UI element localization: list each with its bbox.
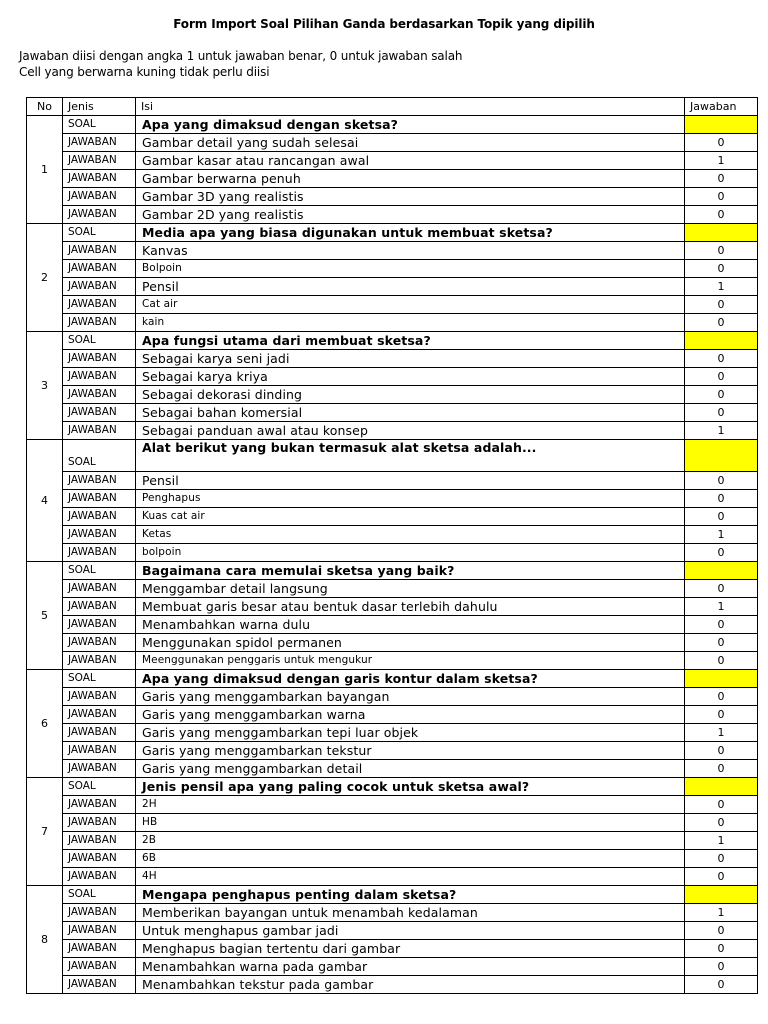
- answer-cell-disabled: [685, 562, 758, 580]
- answer-text: Memberikan bayangan untuk menambah kedalaman: [136, 904, 685, 922]
- jenis-cell: SOAL: [63, 670, 136, 688]
- answer-cell-disabled: [685, 440, 758, 472]
- answer-value-cell[interactable]: 1: [685, 598, 758, 616]
- answer-row: [27, 544, 758, 562]
- question-row: [27, 224, 758, 242]
- jenis-cell: JAWABAN: [63, 940, 136, 958]
- answer-value-cell[interactable]: 0: [685, 490, 758, 508]
- answer-text: Menambahkan tekstur pada gambar: [136, 976, 685, 994]
- answer-value-cell[interactable]: 0: [685, 922, 758, 940]
- answer-row: [27, 368, 758, 386]
- answer-value-cell[interactable]: 0: [685, 350, 758, 368]
- header-isi: Isi: [136, 98, 685, 116]
- answer-text: Menggambar detail langsung: [136, 580, 685, 598]
- answer-row: [27, 278, 758, 296]
- answer-row: [27, 796, 758, 814]
- answer-row: [27, 260, 758, 278]
- answer-value-cell[interactable]: 1: [685, 724, 758, 742]
- question-text: Apa yang dimaksud dengan sketsa?: [136, 116, 685, 134]
- question-row: [27, 440, 758, 472]
- answer-value-cell[interactable]: 0: [685, 796, 758, 814]
- answer-row: [27, 598, 758, 616]
- answer-row: [27, 490, 758, 508]
- jenis-cell: SOAL: [63, 778, 136, 796]
- answer-value-cell[interactable]: 1: [685, 904, 758, 922]
- header-no: No: [27, 98, 63, 116]
- answer-text: 4H: [136, 868, 685, 886]
- answer-row: [27, 976, 758, 994]
- answer-value-cell[interactable]: 0: [685, 206, 758, 224]
- jenis-cell: JAWABAN: [63, 832, 136, 850]
- jenis-cell: JAWABAN: [63, 742, 136, 760]
- jenis-cell: JAWABAN: [63, 688, 136, 706]
- jenis-cell: SOAL: [63, 562, 136, 580]
- jenis-cell: JAWABAN: [63, 296, 136, 314]
- jenis-cell: JAWABAN: [63, 472, 136, 490]
- jenis-cell: JAWABAN: [63, 652, 136, 670]
- answer-text: Garis yang menggambarkan detail: [136, 760, 685, 778]
- question-number: 3: [27, 332, 63, 440]
- answer-text: Gambar 2D yang realistis: [136, 206, 685, 224]
- jenis-cell: JAWABAN: [63, 422, 136, 440]
- jenis-cell: SOAL: [63, 440, 136, 472]
- answer-text: Kuas cat air: [136, 508, 685, 526]
- jenis-cell: JAWABAN: [63, 544, 136, 562]
- answer-text: bolpoin: [136, 544, 685, 562]
- answer-row: [27, 832, 758, 850]
- jenis-cell: JAWABAN: [63, 490, 136, 508]
- answer-row: [27, 134, 758, 152]
- answer-text: Garis yang menggambarkan bayangan: [136, 688, 685, 706]
- yellow-cell-note: Cell yang berwarna kuning tidak perlu diisi: [19, 65, 270, 79]
- answer-value-cell[interactable]: 0: [685, 958, 758, 976]
- answer-text: Kanvas: [136, 242, 685, 260]
- jenis-cell: JAWABAN: [63, 170, 136, 188]
- answer-value-cell[interactable]: 1: [685, 832, 758, 850]
- question-text: Media apa yang biasa digunakan untuk membuat sketsa?: [136, 224, 685, 242]
- jenis-cell: SOAL: [63, 224, 136, 242]
- header-jawaban: Jawaban: [685, 98, 758, 116]
- answer-value-cell[interactable]: 0: [685, 508, 758, 526]
- answer-text: Sebagai panduan awal atau konsep: [136, 422, 685, 440]
- answer-text: Menggunakan spidol permanen: [136, 634, 685, 652]
- answer-value-cell[interactable]: 0: [685, 260, 758, 278]
- answer-row: [27, 904, 758, 922]
- answer-row: [27, 386, 758, 404]
- answer-value-cell[interactable]: 0: [685, 134, 758, 152]
- answer-row: [27, 634, 758, 652]
- answer-value-cell[interactable]: 0: [685, 242, 758, 260]
- answer-row: [27, 814, 758, 832]
- answer-value-cell[interactable]: 0: [685, 386, 758, 404]
- answer-value-cell[interactable]: 0: [685, 868, 758, 886]
- question-text: Jenis pensil apa yang paling cocok untuk sketsa awal?: [136, 778, 685, 796]
- answer-row: [27, 170, 758, 188]
- question-number: 2: [27, 224, 63, 332]
- answer-row: [27, 508, 758, 526]
- jenis-cell: JAWABAN: [63, 616, 136, 634]
- jenis-cell: JAWABAN: [63, 404, 136, 422]
- answer-value-cell[interactable]: 0: [685, 742, 758, 760]
- answer-text: Pensil: [136, 472, 685, 490]
- answer-row: [27, 296, 758, 314]
- answer-row: [27, 760, 758, 778]
- jenis-cell: JAWABAN: [63, 598, 136, 616]
- answer-value-cell[interactable]: 0: [685, 472, 758, 490]
- answer-value-cell[interactable]: 0: [685, 404, 758, 422]
- answer-row: [27, 242, 758, 260]
- jenis-cell: JAWABAN: [63, 958, 136, 976]
- answer-value-cell[interactable]: 1: [685, 422, 758, 440]
- answer-cell-disabled: [685, 116, 758, 134]
- jenis-cell: JAWABAN: [63, 508, 136, 526]
- answer-row: [27, 422, 758, 440]
- answer-text: Garis yang menggambarkan tepi luar objek: [136, 724, 685, 742]
- answer-row: [27, 688, 758, 706]
- question-number: 8: [27, 886, 63, 994]
- answer-text: 2H: [136, 796, 685, 814]
- answer-value-cell[interactable]: 0: [685, 634, 758, 652]
- answer-text: Sebagai karya seni jadi: [136, 350, 685, 368]
- question-row: [27, 886, 758, 904]
- answer-text: Gambar berwarna penuh: [136, 170, 685, 188]
- jenis-cell: JAWABAN: [63, 206, 136, 224]
- answer-row: [27, 206, 758, 224]
- answer-value-cell[interactable]: 0: [685, 544, 758, 562]
- answer-text: Sebagai bahan komersial: [136, 404, 685, 422]
- page-title: Form Import Soal Pilihan Ganda berdasarkan Topik yang dipilih: [173, 17, 595, 31]
- answer-value-cell[interactable]: 0: [685, 814, 758, 832]
- jenis-cell: JAWABAN: [63, 350, 136, 368]
- question-number: 1: [27, 116, 63, 224]
- answer-text: Sebagai dekorasi dinding: [136, 386, 685, 404]
- answer-text: HB: [136, 814, 685, 832]
- answer-text: Gambar detail yang sudah selesai: [136, 134, 685, 152]
- answer-value-cell[interactable]: 0: [685, 976, 758, 994]
- answer-text: Menambahkan warna dulu: [136, 616, 685, 634]
- answer-row: [27, 152, 758, 170]
- jenis-cell: JAWABAN: [63, 526, 136, 544]
- answer-row: [27, 958, 758, 976]
- question-text: Bagaimana cara memulai sketsa yang baik?: [136, 562, 685, 580]
- question-text: Alat berikut yang bukan termasuk alat sketsa adalah...: [136, 440, 685, 472]
- answer-row: [27, 652, 758, 670]
- answer-cell-disabled: [685, 670, 758, 688]
- answer-cell-disabled: [685, 886, 758, 904]
- answer-text: Bolpoin: [136, 260, 685, 278]
- answer-text: Gambar 3D yang realistis: [136, 188, 685, 206]
- jenis-cell: SOAL: [63, 116, 136, 134]
- question-number: 7: [27, 778, 63, 886]
- jenis-cell: JAWABAN: [63, 814, 136, 832]
- answer-text: Cat air: [136, 296, 685, 314]
- answer-row: [27, 404, 758, 422]
- question-number: 5: [27, 562, 63, 670]
- answer-row: [27, 850, 758, 868]
- answer-row: [27, 350, 758, 368]
- answer-text: Gambar kasar atau rancangan awal: [136, 152, 685, 170]
- question-table: [26, 97, 758, 994]
- jenis-cell: JAWABAN: [63, 796, 136, 814]
- answer-row: [27, 922, 758, 940]
- jenis-cell: JAWABAN: [63, 260, 136, 278]
- question-text: Apa fungsi utama dari membuat sketsa?: [136, 332, 685, 350]
- jenis-cell: JAWABAN: [63, 904, 136, 922]
- answer-row: [27, 580, 758, 598]
- answer-row: [27, 314, 758, 332]
- answer-value-cell[interactable]: 1: [685, 152, 758, 170]
- answer-text: Pensil: [136, 278, 685, 296]
- question-row: [27, 116, 758, 134]
- answer-row: [27, 526, 758, 544]
- table-header-row: [27, 98, 758, 116]
- answer-value-cell[interactable]: 0: [685, 706, 758, 724]
- answer-value-cell[interactable]: 0: [685, 188, 758, 206]
- jenis-cell: JAWABAN: [63, 724, 136, 742]
- answer-value-cell[interactable]: 1: [685, 278, 758, 296]
- answer-value-cell[interactable]: 0: [685, 616, 758, 634]
- jenis-cell: JAWABAN: [63, 188, 136, 206]
- answer-value-cell[interactable]: 0: [685, 652, 758, 670]
- answer-text: Untuk menghapus gambar jadi: [136, 922, 685, 940]
- answer-value-cell[interactable]: 1: [685, 526, 758, 544]
- jenis-cell: JAWABAN: [63, 760, 136, 778]
- question-row: [27, 562, 758, 580]
- jenis-cell: JAWABAN: [63, 314, 136, 332]
- answer-row: [27, 472, 758, 490]
- jenis-cell: JAWABAN: [63, 634, 136, 652]
- answer-value-cell[interactable]: 0: [685, 760, 758, 778]
- answer-value-cell[interactable]: 0: [685, 296, 758, 314]
- answer-row: [27, 724, 758, 742]
- jenis-cell: JAWABAN: [63, 922, 136, 940]
- jenis-cell: JAWABAN: [63, 706, 136, 724]
- jenis-cell: JAWABAN: [63, 868, 136, 886]
- question-text: Apa yang dimaksud dengan garis kontur dalam sketsa?: [136, 670, 685, 688]
- answer-value-cell[interactable]: 0: [685, 940, 758, 958]
- answer-text: kain: [136, 314, 685, 332]
- answer-row: [27, 742, 758, 760]
- header-jenis: Jenis: [63, 98, 136, 116]
- answer-text: Ketas: [136, 526, 685, 544]
- answer-value-cell[interactable]: 0: [685, 580, 758, 598]
- answer-value-cell[interactable]: 0: [685, 314, 758, 332]
- answer-text: Membuat garis besar atau bentuk dasar terlebih dahulu: [136, 598, 685, 616]
- answer-cell-disabled: [685, 224, 758, 242]
- question-row: [27, 332, 758, 350]
- answer-text: Meenggunakan penggaris untuk mengukur: [136, 652, 685, 670]
- jenis-cell: JAWABAN: [63, 134, 136, 152]
- answer-text: Sebagai karya kriya: [136, 368, 685, 386]
- answer-row: [27, 940, 758, 958]
- answer-value-cell[interactable]: 0: [685, 688, 758, 706]
- jenis-cell: JAWABAN: [63, 580, 136, 598]
- answer-row: [27, 868, 758, 886]
- question-number: 6: [27, 670, 63, 778]
- jenis-cell: SOAL: [63, 886, 136, 904]
- jenis-cell: JAWABAN: [63, 850, 136, 868]
- answer-text: 6B: [136, 850, 685, 868]
- jenis-cell: JAWABAN: [63, 368, 136, 386]
- question-text: Mengapa penghapus penting dalam sketsa?: [136, 886, 685, 904]
- answer-text: Penghapus: [136, 490, 685, 508]
- jenis-cell: JAWABAN: [63, 976, 136, 994]
- answer-value-cell[interactable]: 0: [685, 368, 758, 386]
- question-row: [27, 778, 758, 796]
- answer-text: Menambahkan warna pada gambar: [136, 958, 685, 976]
- answer-row: [27, 616, 758, 634]
- instruction-note: Jawaban diisi dengan angka 1 untuk jawaban benar, 0 untuk jawaban salah: [19, 49, 463, 63]
- question-number: 4: [27, 440, 63, 562]
- answer-value-cell[interactable]: 0: [685, 170, 758, 188]
- jenis-cell: JAWABAN: [63, 278, 136, 296]
- jenis-cell: SOAL: [63, 332, 136, 350]
- jenis-cell: JAWABAN: [63, 386, 136, 404]
- question-row: [27, 670, 758, 688]
- answer-cell-disabled: [685, 332, 758, 350]
- answer-row: [27, 188, 758, 206]
- answer-row: [27, 706, 758, 724]
- answer-text: 2B: [136, 832, 685, 850]
- answer-value-cell[interactable]: 0: [685, 850, 758, 868]
- jenis-cell: JAWABAN: [63, 152, 136, 170]
- jenis-cell: JAWABAN: [63, 242, 136, 260]
- answer-text: Garis yang menggambarkan warna: [136, 706, 685, 724]
- answer-cell-disabled: [685, 778, 758, 796]
- answer-text: Menghapus bagian tertentu dari gambar: [136, 940, 685, 958]
- answer-text: Garis yang menggambarkan tekstur: [136, 742, 685, 760]
